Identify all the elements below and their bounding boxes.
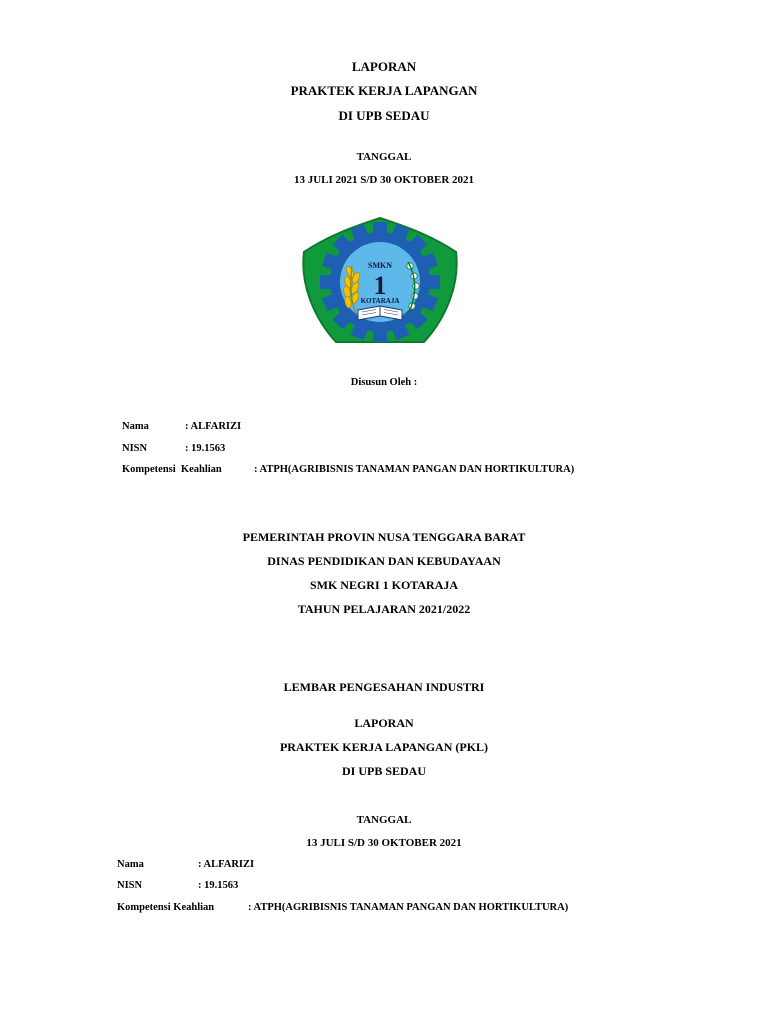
approval-field-competence-value: : ATPH(AGRIBISNIS TANAMAN PANGAN DAN HORTIKULTURA) xyxy=(248,902,569,913)
approval-title-2: PRAKTEK KERJA LAPANGAN (PKL) xyxy=(279,740,489,754)
approval-field-nisn-label: NISN xyxy=(117,880,143,891)
approval-title-3: DI UPB SEDAU xyxy=(341,764,426,778)
institution-line-3: SMK NEGRI 1 KOTARAJA xyxy=(309,578,459,592)
approval-heading: LEMBAR PENGESAHAN INDUSTRI xyxy=(283,680,485,694)
approval-field-name-label: Nama xyxy=(117,859,144,870)
approval-field-nisn-value: : 19.1563 xyxy=(198,880,239,891)
institution-line-1: PEMERINTAH PROVIN NUSA TENGGARA BARAT xyxy=(242,530,526,544)
approval-date-value: 13 JULI S/D 30 OKTOBER 2021 xyxy=(306,837,462,849)
cover-field-name-label: Nama xyxy=(122,421,149,432)
author-heading: Disusun Oleh : xyxy=(350,377,418,388)
cover-field-competence-label: Kompetensi Keahlian xyxy=(122,464,222,475)
cover-field-nisn-label: NISN xyxy=(122,443,148,454)
cover-date-label: TANGGAL xyxy=(356,151,412,163)
cover-date-value: 13 JULI 2021 S/D 30 OKTOBER 2021 xyxy=(293,174,475,186)
school-logo-icon xyxy=(300,214,460,346)
institution-line-2: DINAS PENDIDIKAN DAN KEBUDAYAAN xyxy=(267,554,501,568)
approval-title-1: LAPORAN xyxy=(354,716,414,730)
approval-field-competence-label: Kompetensi Keahlian xyxy=(117,902,215,913)
cover-field-name-value: : ALFARIZI xyxy=(185,421,242,432)
approval-field-name-value: : ALFARIZI xyxy=(198,859,255,870)
cover-title-1: LAPORAN xyxy=(351,59,417,74)
logo-text-bottom: KOTARAJA xyxy=(360,297,400,305)
approval-date-label: TANGGAL xyxy=(356,814,412,826)
institution-line-4: TAHUN PELAJARAN 2021/2022 xyxy=(297,602,471,616)
cover-title-3: DI UPB SEDAU xyxy=(338,108,430,123)
cover-title-2: PRAKTEK KERJA LAPANGAN xyxy=(290,83,478,98)
cover-field-competence-value: : ATPH(AGRIBISNIS TANAMAN PANGAN DAN HORTIKULTURA) xyxy=(254,464,575,475)
logo-number: 1 xyxy=(373,271,387,300)
logo-text-top: SMKN xyxy=(368,261,392,270)
cover-field-nisn-value: : 19.1563 xyxy=(185,443,226,454)
